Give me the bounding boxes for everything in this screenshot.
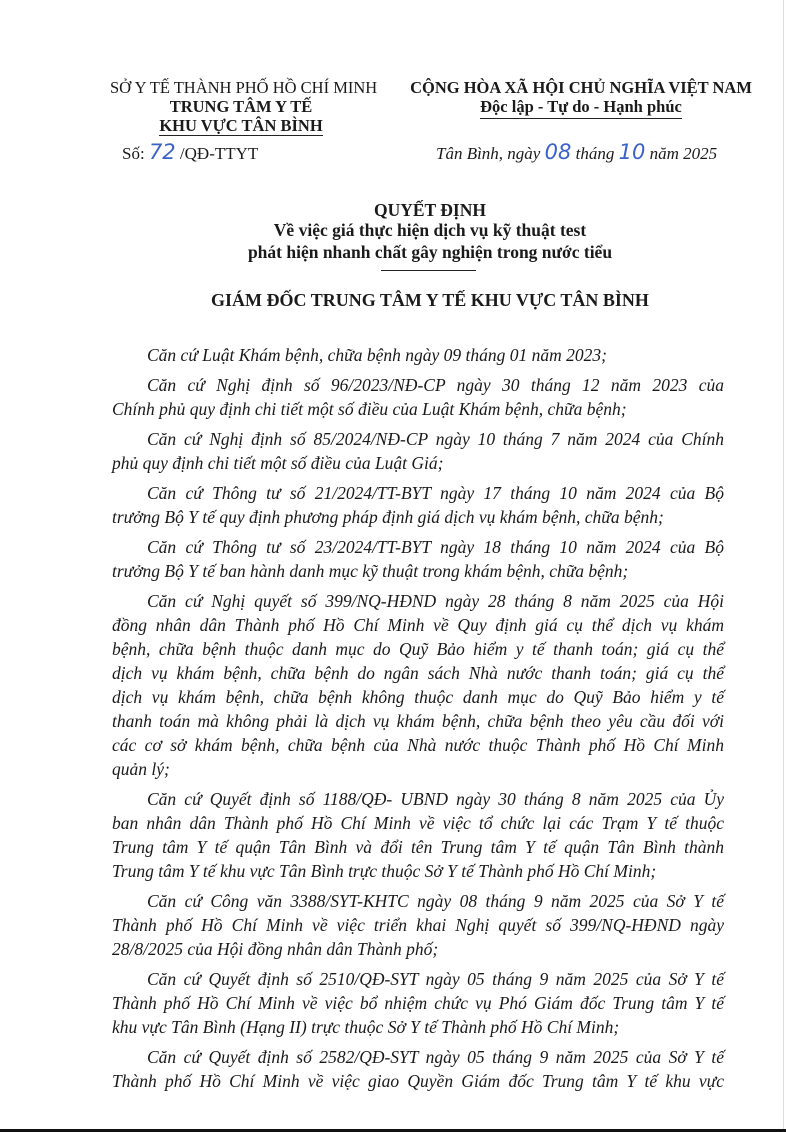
paragraph-line: dịch vụ khám bệnh, chữa bệnh không thuộc danh mục do Quỹ Bảo hiểm y tế	[112, 687, 724, 707]
year: năm 2025	[649, 144, 718, 163]
paragraph-line: Căn cứ Quyết định số 1188/QĐ- UBND ngày 30 tháng 8 năm 2025 của Ủy	[147, 789, 724, 809]
paragraph-line: Thành phố Hồ Chí Minh về việc bổ nhiệm chức vụ Phó Giám đốc Trung tâm Y tế	[112, 993, 724, 1013]
legal-basis-paragraph	[112, 787, 724, 883]
paragraph-line: Căn cứ Thông tư số 21/2024/TT-BYT ngày 17 tháng 10 năm 2024 của Bộ	[147, 483, 724, 503]
handwritten-day: 08	[544, 140, 572, 164]
motto	[405, 97, 757, 116]
number-label: Số:	[122, 144, 145, 163]
center-area-text: KHU VỰC TÂN BÌNH	[159, 116, 323, 135]
paragraph-line: Căn cứ Thông tư số 23/2024/TT-BYT ngày 18 tháng 10 năm 2024 của Bộ	[147, 537, 724, 557]
paragraph-line: dịch vụ khám bệnh, chữa bệnh do ngân sách Nhà nước thanh toán; giá cụ thể	[112, 663, 724, 683]
paragraph-line: đồng nhân dân Thành phố Hồ Chí Minh về Quy định giá cụ thể dịch vụ khám	[112, 615, 724, 635]
legal-basis-paragraph	[112, 589, 724, 781]
decision-title: QUYẾT ĐỊNH	[374, 200, 486, 220]
title-divider	[381, 270, 476, 271]
month-label: tháng	[575, 144, 615, 163]
country-name: CỘNG HÒA XÃ HỘI CHỦ NGHĨA VIỆT NAM	[410, 78, 752, 97]
legal-basis-paragraph	[112, 1045, 724, 1093]
paragraph-line: Trung tâm Y tế khu vực Tân Bình trực thuộc Sở Y tế Thành phố Hồ Chí Minh;	[112, 861, 657, 881]
paragraph-line: trưởng Bộ Y tế quy định phương pháp định giá dịch vụ khám bệnh, chữa bệnh;	[112, 507, 664, 527]
legal-basis-paragraph	[112, 343, 724, 367]
legal-basis-paragraph	[112, 481, 724, 529]
paragraph-line: các cơ sở khám bệnh, chữa bệnh của Nhà nước thuộc Thành phố Hồ Chí Minh	[112, 735, 724, 755]
paragraph-line: Căn cứ Nghị định số 96/2023/NĐ-CP ngày 30 tháng 12 năm 2023 của	[147, 375, 724, 395]
paragraph-line: ban nhân dân Thành phố Hồ Chí Minh về việc tổ chức lại các Trạm Y tế thuộc	[112, 813, 724, 833]
issue-date	[436, 140, 717, 164]
paragraph-line: Căn cứ Luật Khám bệnh, chữa bệnh ngày 09 tháng 01 năm 2023;	[147, 345, 607, 365]
number-suffix: /QĐ-TTYT	[179, 144, 259, 163]
handwritten-month: 10	[618, 140, 646, 164]
legal-basis-paragraph	[112, 373, 724, 421]
paragraph-line: Căn cứ Công văn 3388/SYT-KHTC ngày 08 tháng 9 năm 2025 của Sở Y tế	[147, 891, 724, 911]
paragraph-line: Trung tâm Y tế quận Tân Bình và đổi tên Trung tâm Y tế quận Tân Bình thành	[112, 837, 724, 857]
legal-basis-paragraph	[112, 535, 724, 583]
handwritten-number: 72	[148, 140, 176, 164]
paragraph-line: phủ quy định chi tiết một số điều của Luật Giá;	[112, 453, 444, 473]
paragraph-line: Căn cứ Quyết định số 2582/QĐ-SYT ngày 05 tháng 9 năm 2025 của Sở Y tế	[147, 1047, 724, 1067]
document-number	[122, 140, 258, 164]
paragraph-line: trưởng Bộ Y tế ban hành danh mục kỹ thuật trong khám bệnh, chữa bệnh;	[112, 561, 629, 581]
paragraph-line: Chính phủ quy định chi tiết một số điều của Luật Khám bệnh, chữa bệnh;	[112, 399, 627, 419]
department-name: SỞ Y TẾ THÀNH PHỐ HỒ CHÍ MINH	[110, 78, 378, 97]
paragraph-line: Thành phố Hồ Chí Minh về việc triển khai Nghị quyết số 399/NQ-HĐND ngày	[112, 915, 724, 935]
motto-text: Độc lập - Tự do - Hạnh phúc	[480, 97, 682, 119]
authority-heading: GIÁM ĐỐC TRUNG TÂM Y TẾ KHU VỰC TÂN BÌNH	[211, 290, 649, 310]
page-edge	[783, 0, 784, 1132]
paragraph-line: Thành phố Hồ Chí Minh về việc giao Quyền Giám đốc Trung tâm Y tế khu vực	[112, 1071, 724, 1091]
paragraph-line: quản lý;	[112, 759, 170, 779]
center-name: TRUNG TÂM Y TẾ	[169, 97, 313, 116]
legal-basis-paragraph	[112, 889, 724, 961]
paragraph-line: khu vực Tân Bình (Hạng II) trực thuộc Sở Y tế Thành phố Hồ Chí Minh;	[112, 1017, 620, 1037]
paragraph-line: Căn cứ Nghị quyết số 399/NQ-HĐND ngày 28 tháng 8 năm 2025 của Hội	[147, 591, 724, 611]
decision-subject-1: Về việc giá thực hiện dịch vụ kỹ thuật test	[273, 220, 587, 240]
paragraph-line: thanh toán mà không phải là dịch vụ khám bệnh, chữa bệnh theo yêu cầu đối với	[112, 711, 724, 731]
legal-basis-paragraph	[112, 967, 724, 1039]
legal-basis-paragraph	[112, 427, 724, 475]
paragraph-line: Căn cứ Nghị định số 85/2024/NĐ-CP ngày 10 tháng 7 năm 2024 của Chính	[147, 429, 724, 449]
paragraph-line: Căn cứ Quyết định số 2510/QĐ-SYT ngày 05 tháng 9 năm 2025 của Sở Y tế	[147, 969, 724, 989]
document-body	[112, 343, 724, 1099]
paragraph-line: 28/8/2025 của Hội đồng nhân dân Thành phố;	[112, 939, 439, 959]
date-prefix: Tân Bình, ngày	[436, 144, 541, 163]
center-area	[110, 116, 372, 135]
decision-subject-2: phát hiện nhanh chất gây nghiện trong nước tiểu	[247, 242, 613, 262]
paragraph-line: bệnh, chữa bệnh thuộc danh mục do Quỹ Bảo hiểm y tế thanh toán; giá cụ thể	[112, 639, 724, 659]
